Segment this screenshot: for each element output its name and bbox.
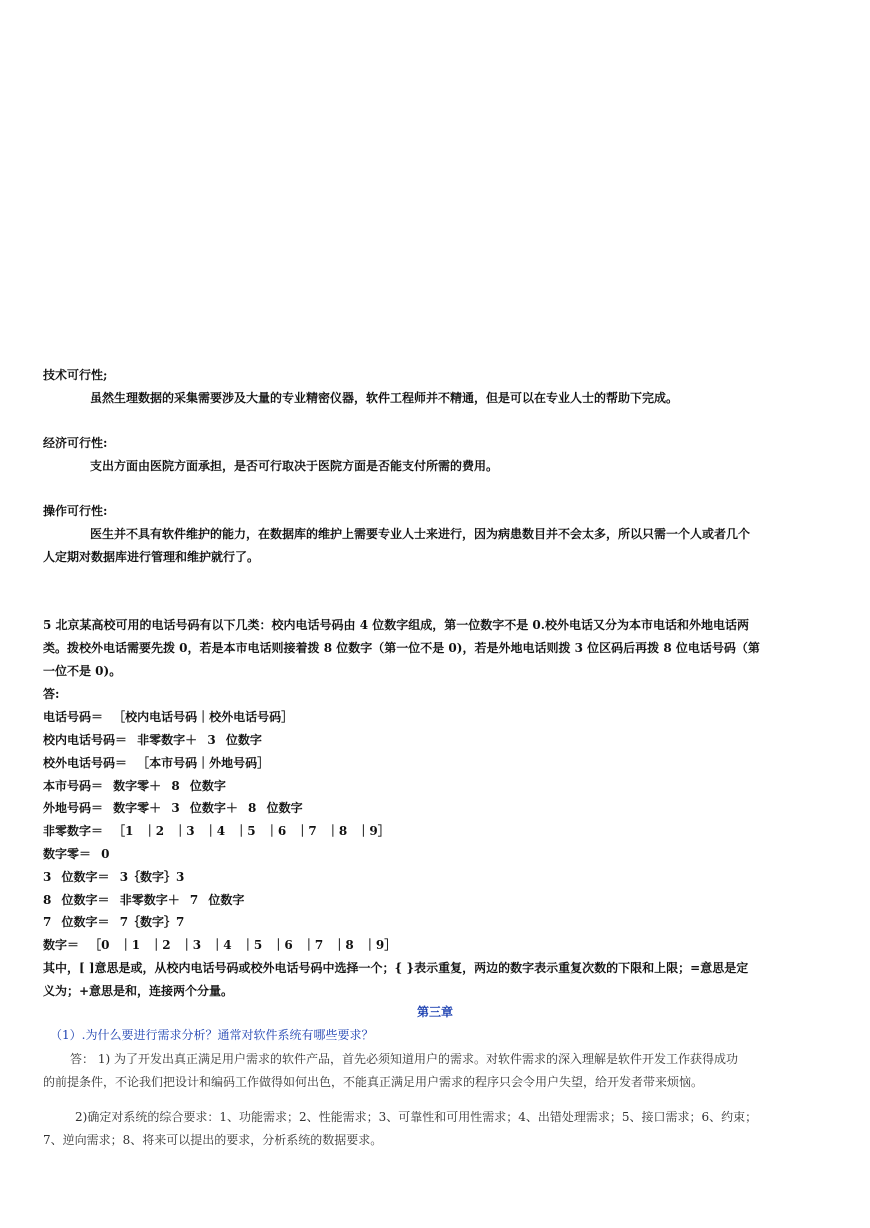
- econ-feasibility-heading: 经济可行性:: [43, 436, 108, 450]
- tech-feasibility-body: 虽然生理数据的采集需要涉及大量的专业精密仪器，软件工程师并不精通，但是可以在专业人士的帮助下完成。: [90, 391, 679, 405]
- definition-line: 非零数字＝ ［1 ｜2 ｜3 ｜4 ｜5 ｜6 ｜7 ｜8 ｜9］: [43, 824, 390, 838]
- question5-line2: 类。拨校外电话需要先拨 0，若是本市电话则接着拨 8 位数字（第一位不是 0)，若是外地电话则拨 3 位区码后再拨 8 位电话号码（第: [43, 641, 760, 655]
- chapter3-question1: （1）.为什么要进行需求分析？通常对软件系统有哪些要求？: [50, 1028, 374, 1042]
- op-feasibility-heading: 操作可行性:: [43, 504, 108, 518]
- answer-label: 答:: [43, 687, 60, 701]
- question5-line3: 一位不是 0)。: [43, 664, 122, 678]
- notation-note-line1: 其中，[ ]意思是或，从校内电话号码或校外电话号码中选择一个；{ }表示重复，两边的数字表示重复次数的下限和上限；=意思是定: [43, 961, 749, 975]
- question5-line1: 5 北京某高校可用的电话号码有以下几类：校内电话号码由 4 位数字组成，第一位数字不是 0.校外电话又分为本市电话和外地电话两: [43, 618, 749, 632]
- chapter3-answer1-line1: 答： 1) 为了开发出真正满足用户需求的软件产品，首先必须知道用户的需求。对软件需求的深入理解是软件开发工作获得成功: [70, 1052, 738, 1066]
- definition-line: 校外电话号码＝ ［本市号码｜外地号码］: [43, 756, 270, 770]
- op-feasibility-body-line2: 人定期对数据库进行管理和维护就行了。: [43, 550, 260, 564]
- op-feasibility-body-line1: 医生并不具有软件维护的能力，在数据库的维护上需要专业人士来进行，因为病患数目并不会太多，所以只需一个人或者几个: [90, 527, 751, 541]
- definition-line: 数字零＝ 0: [43, 847, 110, 861]
- definition-line: 校内电话号码＝ 非零数字＋ 3 位数字: [43, 733, 262, 747]
- chapter3-answer1-line2: 的前提条件，不论我们把设计和编码工作做得如何出色，不能真正满足用户需求的程序只会令用户失望，给开发者带来烦恼。: [43, 1075, 704, 1089]
- tech-feasibility-heading: 技术可行性;: [43, 368, 108, 382]
- definition-line: 数字＝ ［0 ｜1 ｜2 ｜3 ｜4 ｜5 ｜6 ｜7 ｜8 ｜9］: [43, 938, 397, 952]
- econ-feasibility-body: 支出方面由医院方面承担，是否可行取决于医院方面是否能支付所需的费用。: [90, 459, 499, 473]
- definition-line: 3 位数字＝ 3｛数字｝3: [43, 870, 185, 884]
- definition-line: 电话号码＝ ［校内电话号码｜校外电话号码］: [43, 710, 294, 724]
- chapter3-answer2-line2: 7、逆向需求；8、将来可以提出的要求，分析系统的数据要求。: [43, 1133, 383, 1147]
- chapter3-answer2-line1: 2)确定对系统的综合要求：1、功能需求；2、性能需求；3、可靠性和可用性需求；4、出错处理需求；5、接口需求；6、约束；: [75, 1110, 758, 1124]
- notation-note-line2: 义为；+意思是和，连接两个分量。: [43, 984, 234, 998]
- chapter-title: 第三章: [416, 1005, 453, 1019]
- definition-line: 外地号码＝ 数字零＋ 3 位数字＋ 8 位数字: [43, 801, 303, 815]
- definition-line: 7 位数字＝ 7｛数字｝7: [43, 915, 185, 929]
- definition-line: 8 位数字＝ 非零数字＋ 7 位数字: [43, 893, 245, 907]
- definition-line: 本市号码＝ 数字零＋ 8 位数字: [43, 779, 226, 793]
